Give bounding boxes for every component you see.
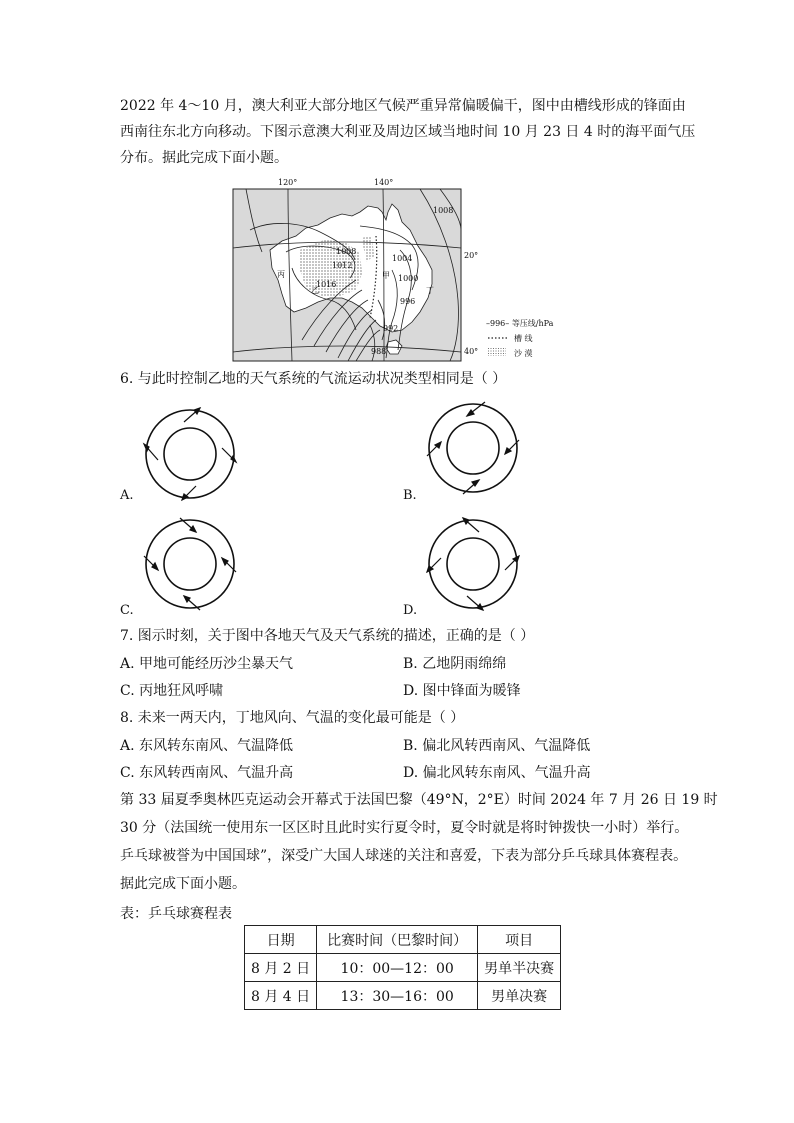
table-cell-time: 13：30—16：00 xyxy=(317,982,478,1010)
q7-option-b[interactable]: B. 乙地阴雨绵绵 xyxy=(403,656,507,672)
q8-option-d[interactable]: D. 偏北风转东南风、气温升高 xyxy=(403,765,591,781)
legend-isobar: –996– 等压线/hPa xyxy=(486,319,554,328)
intro2-line3: 乒乓球被誉为中国国球”，深受广大国人球迷的关注和喜爱，下表为部分乒乓球具体赛程表。 xyxy=(120,848,688,864)
q6-option-b-label[interactable]: B. xyxy=(403,488,417,503)
q7-option-d[interactable]: D. 图中锋面为暖锋 xyxy=(403,683,521,699)
place-yi: 乙 xyxy=(311,286,319,295)
q7-option-c[interactable]: C. 丙地狂风呼啸 xyxy=(120,683,224,699)
table-cell-date: 8 月 2 日 xyxy=(245,954,317,982)
q8-option-c[interactable]: C. 东风转西南风、气温升高 xyxy=(120,765,294,781)
table-header-time: 比赛时间（巴黎时间） xyxy=(317,926,478,954)
lat-20-label: 20° xyxy=(464,251,479,260)
q8-option-a[interactable]: A. 东风转东南风、气温降低 xyxy=(120,738,294,754)
intro2-line2: 30 分（法国统一使用东一区区时且此时实行夏令时，夏令时就是将时钟拨快一小时）举行。 xyxy=(120,820,689,836)
isobar-label-1004: 1004 xyxy=(392,254,413,263)
legend-trough: 槽 线 xyxy=(514,334,533,343)
intro1-line1: 2022 年 4～10 月，澳大利亚大部分地区气候严重异常偏暖偏干，图中由槽线形成的锋面由 xyxy=(120,98,686,114)
q6-diagram-a xyxy=(140,404,240,504)
intro1-line2: 西南往东北方向移动。下图示意澳大利亚及周边区域当地时间 10 月 23 日 4 时的海平面气压 xyxy=(120,124,696,140)
table-row xyxy=(245,982,561,1010)
isobar-label-992: 992 xyxy=(383,324,399,333)
lat-40-label: 40° xyxy=(464,347,479,356)
isobar-label-996: 996 xyxy=(400,297,416,306)
intro2-line4: 据此完成下面小题。 xyxy=(120,876,246,892)
lon-120-label: 120° xyxy=(278,178,298,187)
place-bing: 丙 xyxy=(277,270,285,279)
place-ding: 丁 xyxy=(426,286,434,295)
intro1-line3: 分布。据此完成下面小题。 xyxy=(120,150,288,166)
q6-diagram-d xyxy=(423,514,523,614)
schedule-table xyxy=(244,925,561,1010)
table-cell-time: 10：00—12：00 xyxy=(317,954,478,982)
isobar-label-988: 988 xyxy=(371,347,387,356)
legend-desert-swatch xyxy=(488,348,506,356)
isobar-label-1008-west: 1008 xyxy=(336,247,357,256)
intro2-line1: 第 33 届夏季奥林匹克运动会开幕式于法国巴黎（49°N，2°E）时间 2024 年 7 月 26 日 19 时 xyxy=(120,792,718,808)
table-cell-date: 8 月 4 日 xyxy=(245,982,317,1010)
q6-stem: 6. 与此时控制乙地的天气系统的气流运动状况类型相同是（ ） xyxy=(120,371,507,387)
q6-option-c-label[interactable]: C. xyxy=(120,603,134,618)
q7-option-a[interactable]: A. 甲地可能经历沙尘暴天气 xyxy=(120,656,294,672)
q6-option-d-label[interactable]: D. xyxy=(403,603,418,618)
q6-diagram-b xyxy=(423,398,523,498)
q6-diagram-c xyxy=(140,514,240,614)
q8-stem: 8. 未来一两天内，丁地风向、气温的变化最可能是（ ） xyxy=(120,710,465,726)
table-header-event: 项目 xyxy=(478,926,561,954)
table-row xyxy=(245,954,561,982)
isobar-label-1012: 1012 xyxy=(332,261,353,270)
lon-140-label: 140° xyxy=(374,178,394,187)
table-header-row xyxy=(245,926,561,954)
isobar-label-1008-east: 1008 xyxy=(433,206,454,215)
table-header-date: 日期 xyxy=(245,926,317,954)
isobar-label-1016: 1016 xyxy=(316,280,337,289)
q6-option-a-label[interactable]: A. xyxy=(120,488,134,503)
legend-desert: 沙 漠 xyxy=(514,349,533,358)
q8-option-b[interactable]: B. 偏北风转西南风、气温降低 xyxy=(403,738,591,754)
isobar-label-1000: 1000 xyxy=(398,274,419,283)
table-caption: 表：乒乓球赛程表 xyxy=(120,906,232,922)
table-cell-event: 男单半决赛 xyxy=(478,954,561,982)
pressure-map xyxy=(0,172,794,372)
place-jia: 甲 xyxy=(382,271,390,280)
table-cell-event: 男单决赛 xyxy=(478,982,561,1010)
q7-stem: 7. 图示时刻，关于图中各地天气及天气系统的描述，正确的是（ ） xyxy=(120,628,535,644)
